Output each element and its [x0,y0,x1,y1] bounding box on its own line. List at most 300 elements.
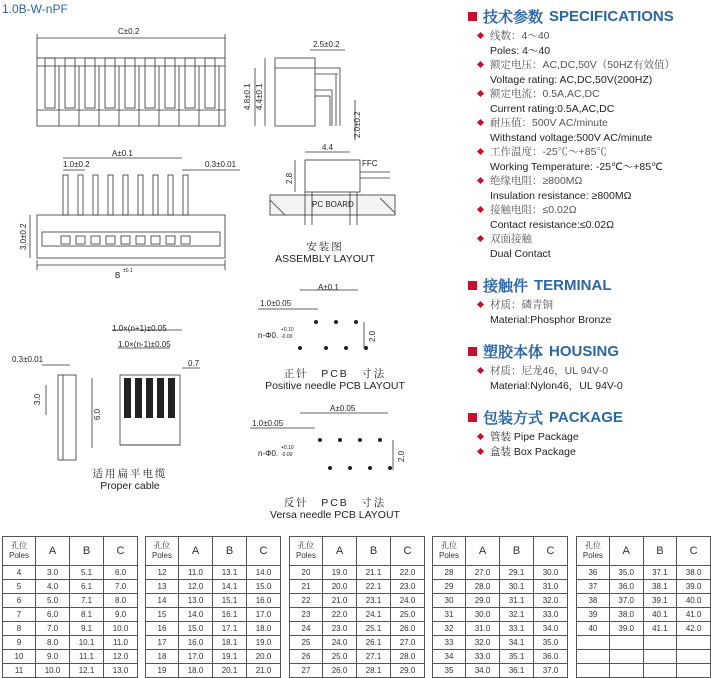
table-cell [609,664,643,678]
dim-0-3: 0.3±0.01 [205,160,237,169]
table-cell: 22 [290,594,323,608]
spec-item-zh: 接触电阻：≤0.02Ω [490,204,577,216]
col-a-header: A [323,537,357,566]
terminal-material-zh: 材质：磷青铜 [490,299,553,311]
table-cell: 35.0 [609,566,643,580]
table-cell: 20.0 [323,580,357,594]
table-cell: 18.0 [247,622,281,636]
top-slot [45,58,55,108]
front-pin-foot [166,236,175,244]
table-row [577,608,711,622]
table-cell: 7.0 [36,622,70,636]
housing-material-zh: 材质：尼龙46，UL 94V-0 [490,365,609,377]
housing-title-zh: 塑胶本体 [483,344,544,361]
table-cell: 6 [3,594,36,608]
top-slot [145,58,155,108]
front-pin-foot [121,236,130,244]
poles-header [577,537,610,566]
table-cell: 24.1 [357,608,391,622]
table-row [3,594,138,608]
table-cell [577,636,610,650]
package-item [468,445,711,460]
poles-header-zh: 孔位 [584,541,601,550]
table-cell: 11 [3,664,36,678]
table-cell [577,650,610,664]
table-row [146,608,281,622]
cab-0-3: 0.3±0.01 [12,355,44,364]
table-cell: 19.1 [213,650,247,664]
diamond-bullet-icon [477,177,484,184]
versa-caption-en: Versa needle PCB LAYOUT [270,509,400,521]
table-row [433,594,568,608]
table-cell [643,650,677,664]
package-title-en: PACKAGE [549,409,623,426]
table-row [577,580,711,594]
table-cell: 12 [146,566,179,580]
table-cell: 6.0 [104,566,138,580]
spec-item-zh: 绝缘电阻：≥800MΩ [490,175,583,187]
front-pin-foot [61,236,70,244]
front-pin-foot [91,236,100,244]
table-cell: 4.0 [36,580,70,594]
table-cell: 10.1 [70,636,104,650]
front-pin [183,175,188,215]
spec-item-en: Voltage rating: AC,DC,50V(200HZ) [490,73,653,86]
housing-title-en: HOUSING [549,343,620,360]
table-cell: 27.1 [357,650,391,664]
table-cell: 20.0 [247,650,281,664]
cable-conductor [157,378,164,418]
table-cell: 21.1 [357,566,391,580]
table-cell: 32.1 [500,608,534,622]
pcb-hole [298,346,302,350]
table-cell: 5.0 [36,594,70,608]
pcb-hole [378,438,382,442]
table-cell: 19.0 [323,566,357,580]
table-row [290,566,425,580]
spec-item-en: Withstand voltage:500V AC/minute [490,131,653,144]
table-row [146,594,281,608]
table-cell: 30 [433,594,466,608]
table-row [290,608,425,622]
poles-header-en: Poles [8,551,29,560]
spec-item-zh: 工作温度：-25℃～+85℃ [490,146,607,158]
table-cell: 32 [433,622,466,636]
poles-header [146,537,179,566]
cab-0-7: 0.7 [188,359,200,368]
package-title-zh: 包装方式 [483,410,544,427]
table-cell: 31.0 [534,580,568,594]
table-cell: 36.0 [609,580,643,594]
table-row [433,622,568,636]
positive-caption-en: Positive needle PCB LAYOUT [265,380,405,392]
table-cell: 24 [290,622,323,636]
pole-table [145,536,281,678]
table-header-row [433,537,568,566]
table-cell: 39.0 [609,622,643,636]
table-cell: 16 [146,622,179,636]
spec-item-en: Insulation resistance: ≥800MΩ [490,189,632,202]
table-cell: 12.1 [70,664,104,678]
versa-caption [245,497,425,521]
spec-item [468,232,711,261]
table-row [290,664,425,678]
col-c-header: C [104,537,138,566]
top-view-drawing [37,34,225,126]
table-cell: 39.1 [643,594,677,608]
table-cell: 17 [146,636,179,650]
table-cell: 41.0 [677,608,711,622]
model-label: 1.0B-W-nPF [2,2,68,16]
table-cell: 34 [433,650,466,664]
front-pin-foot [151,236,160,244]
assembly-caption-zh: 安装图 [306,241,344,253]
table-cell [609,636,643,650]
table-cell [643,664,677,678]
asm-pcb: PC BOARD [312,200,354,209]
table-cell: 33 [433,636,466,650]
col-b-header: B [357,537,391,566]
table-cell: 41.1 [643,622,677,636]
table-cell: 19.0 [247,636,281,650]
pos-2-0: 2.0 [368,330,377,342]
table-row [146,580,281,594]
table-cell: 42.0 [677,622,711,636]
table-cell: 32.0 [466,636,500,650]
pcb-hole [324,346,328,350]
table-row [146,650,281,664]
table-row [146,664,281,678]
table-row [290,636,425,650]
pcb-hole [334,320,338,324]
cable-caption [80,468,180,492]
table-cell [643,636,677,650]
spec-item-en: Current rating:0.5A,AC,DC [490,102,615,115]
pcb-hole [358,438,362,442]
table-cell: 33.0 [466,650,500,664]
table-cell: 38.1 [643,580,677,594]
ver-2-0: 2.0 [397,450,406,462]
diamond-bullet-icon [477,119,484,126]
table-cell: 35 [433,664,466,678]
housing-material [468,364,711,393]
poles-header-zh: 孔位 [154,541,170,550]
table-row [433,650,568,664]
table-row [3,608,138,622]
table-cell: 38.0 [609,608,643,622]
table-cell: 18.0 [179,664,213,678]
table-cell: 40 [577,622,610,636]
table-cell: 26.0 [391,622,425,636]
table-header-row [577,537,711,566]
spec-item-en: Contact resistance:≤0.02Ω [490,218,614,231]
table-cell: 9.0 [104,608,138,622]
poles-header-zh: 孔位 [11,541,27,550]
ver-hole: n-Φ0. [258,449,279,458]
top-slot [185,58,195,108]
table-cell: 26.1 [357,636,391,650]
pole-table [2,536,138,678]
table-cell: 15.0 [247,580,281,594]
table-cell: 5 [3,580,36,594]
specs-title-zh: 技术参数 [483,9,544,26]
table-cell: 17.0 [179,650,213,664]
pos-1-0: 1.0±0.05 [260,299,292,308]
table-cell: 4 [3,566,36,580]
table-row [146,566,281,580]
table-cell: 28.0 [466,580,500,594]
table-cell: 21.0 [323,594,357,608]
table-cell: 11.0 [179,566,213,580]
square-bullet-icon [468,347,477,356]
pcb-hole [354,320,358,324]
table-cell: 25 [290,636,323,650]
table-cell: 24.0 [323,636,357,650]
terminal-title [468,275,711,296]
table-cell: 16.0 [247,594,281,608]
positive-caption-zh: 正针 PCB 寸法 [283,368,387,380]
spec-item-en: Poles: 4～40 [490,44,551,57]
table-cell: 27 [290,664,323,678]
square-bullet-icon [468,281,477,290]
table-cell: 10.0 [36,664,70,678]
table-cell: 15.1 [213,594,247,608]
package-title [468,407,711,428]
dim-3-0: 3.0±0.2 [19,223,28,250]
table-cell [677,664,711,678]
diamond-bullet-icon [477,301,484,308]
table-cell: 37.0 [534,664,568,678]
cable-conductor [124,378,131,418]
table-cell: 37 [577,580,610,594]
top-slot [125,58,135,108]
table-cell: 37.0 [609,594,643,608]
table-cell: 8.0 [36,636,70,650]
dim-c: C±0.2 [118,27,140,36]
table-row [433,580,568,594]
col-b-header: B [213,537,247,566]
dim-2-5: 2.5±0.2 [313,40,340,49]
pos-a: A±0.1 [318,283,339,292]
table-cell [609,650,643,664]
dim-a: A±0.1 [112,149,133,158]
spec-item-zh: 额定电压：AC,DC,50V（50HZ有效值） [490,59,675,71]
housing-material-en: Material:Nylon46，UL 94V-0 [490,379,623,392]
front-pin [168,175,173,215]
table-row [433,636,568,650]
cab-n1: 1.0×(n+1)±0.05 [112,324,167,333]
col-a-header: A [609,537,643,566]
poles-header [433,537,466,566]
table-cell: 7.0 [104,580,138,594]
table-cell: 29.0 [466,594,500,608]
table-cell: 36.1 [500,664,534,678]
poles-header [3,537,36,566]
table-cell: 17.1 [213,622,247,636]
table-cell: 14.0 [179,608,213,622]
pos-hole-tol: +0.10 [281,327,294,333]
table-row [577,664,711,678]
pcb-hole [388,466,392,470]
col-c-header: C [391,537,425,566]
poles-header [290,537,323,566]
table-cell: 5.1 [70,566,104,580]
table-cell: 9 [3,636,36,650]
col-a-header: A [466,537,500,566]
spec-item-zh: 额定电流：0.5A,AC,DC [490,88,600,100]
square-bullet-icon [468,413,477,422]
package-item-text: 盒装 Box Package [490,445,576,458]
top-slot [205,58,215,108]
table-cell: 16.1 [213,608,247,622]
table-row [3,664,138,678]
table-cell: 10.0 [104,622,138,636]
cab-6-0: 6.0 [93,408,102,420]
spec-item-zh: 耐压值：500V AC/minute [490,117,608,129]
table-cell: 28 [433,566,466,580]
dim-4-4: 4.4±0.1 [255,83,264,110]
ver-a: A±0.05 [330,404,356,413]
top-slot [65,58,75,108]
table-row [3,566,138,580]
table-cell: 22.1 [357,580,391,594]
versa-caption-zh: 反针 PCB 寸法 [283,497,387,509]
table-cell: 8 [3,622,36,636]
table-cell: 39 [577,608,610,622]
front-pin [78,175,83,215]
table-header-row [146,537,281,566]
table-cell: 13.0 [179,594,213,608]
terminal-title-zh: 接触件 [483,278,529,295]
dim-4-8: 4.8±0.1 [243,83,252,110]
table-row [433,566,568,580]
table-cell: 34.0 [466,664,500,678]
terminal-material [468,298,711,327]
table-row [290,580,425,594]
table-cell: 29.1 [500,566,534,580]
front-pin-foot [136,236,145,244]
table-cell: 20.1 [213,664,247,678]
package-item [468,430,711,445]
top-slot [165,58,175,108]
table-row [577,566,711,580]
specifications-panel [468,6,711,459]
table-cell: 11.1 [70,650,104,664]
dim-1-0: 1.0±0.2 [63,160,90,169]
table-cell: 17.0 [247,608,281,622]
table-row [290,650,425,664]
spec-item [468,145,711,174]
table-cell: 36 [577,566,610,580]
table-cell: 39.0 [677,580,711,594]
table-cell: 28.0 [391,650,425,664]
pole-table [576,536,711,678]
table-cell: 30.0 [534,566,568,580]
col-b-header: B [500,537,534,566]
specs-title-en: SPECIFICATIONS [549,8,674,25]
front-pin [108,175,113,215]
diamond-bullet-icon [477,148,484,155]
col-c-header: C [534,537,568,566]
col-c-header: C [677,537,711,566]
specs-list [468,29,711,261]
pcb-hole [328,466,332,470]
table-cell: 26 [290,650,323,664]
poles-header-en: Poles [438,551,459,560]
spec-item [468,174,711,203]
table-cell: 29.0 [391,664,425,678]
col-a-header: A [179,537,213,566]
table-cell: 18.1 [213,636,247,650]
table-cell: 30.1 [500,580,534,594]
table-cell: 30.0 [466,608,500,622]
diamond-bullet-icon [477,447,484,454]
table-header-row [3,537,138,566]
table-cell: 27.0 [466,566,500,580]
package-list [468,430,711,459]
front-pin [93,175,98,215]
table-cell: 25.0 [391,608,425,622]
cable-drawing [42,330,200,460]
table-cell: 21 [290,580,323,594]
col-b-header: B [70,537,104,566]
front-view-drawing [30,158,240,270]
table-cell [577,664,610,678]
table-cell: 28.1 [357,664,391,678]
table-cell: 35.1 [500,650,534,664]
table-row [146,636,281,650]
square-bullet-icon [468,12,477,21]
poles-header-en: Poles [582,551,603,560]
table-cell: 27.0 [391,636,425,650]
cab-n2: 1.0×(n-1)±0.05 [118,340,171,349]
table-cell: 21.0 [247,664,281,678]
poles-header-zh: 孔位 [441,541,457,550]
table-cell: 12.0 [104,650,138,664]
table-row [577,594,711,608]
col-b-header: B [643,537,677,566]
spec-item-zh: 双面接触 [490,233,532,245]
table-cell: 31.1 [500,594,534,608]
spec-item [468,116,711,145]
table-cell: 40.1 [643,608,677,622]
top-slot [85,58,95,108]
table-cell: 33.1 [500,622,534,636]
poles-header-en: Poles [151,551,172,560]
table-cell: 3.0 [36,566,70,580]
front-pin [123,175,128,215]
table-row [577,650,711,664]
table-cell: 16.0 [179,636,213,650]
table-cell: 23.0 [391,580,425,594]
table-header-row [290,537,425,566]
positive-caption [245,368,425,392]
table-cell: 15.0 [179,622,213,636]
diamond-bullet-icon [477,32,484,39]
table-row [290,622,425,636]
table-cell: 34.1 [500,636,534,650]
spec-item-en: Working Temperature: -25℃～+85℃ [490,160,663,173]
table-cell: 31 [433,608,466,622]
front-pin-foot [76,236,85,244]
table-cell: 38.0 [677,566,711,580]
poles-header-en: Poles [295,551,316,560]
table-cell: 7 [3,608,36,622]
table-cell: 29 [433,580,466,594]
table-cell: 9.1 [70,622,104,636]
poles-header-zh: 孔位 [298,541,314,550]
dim-2-0: 2.0±0.2 [353,111,362,138]
